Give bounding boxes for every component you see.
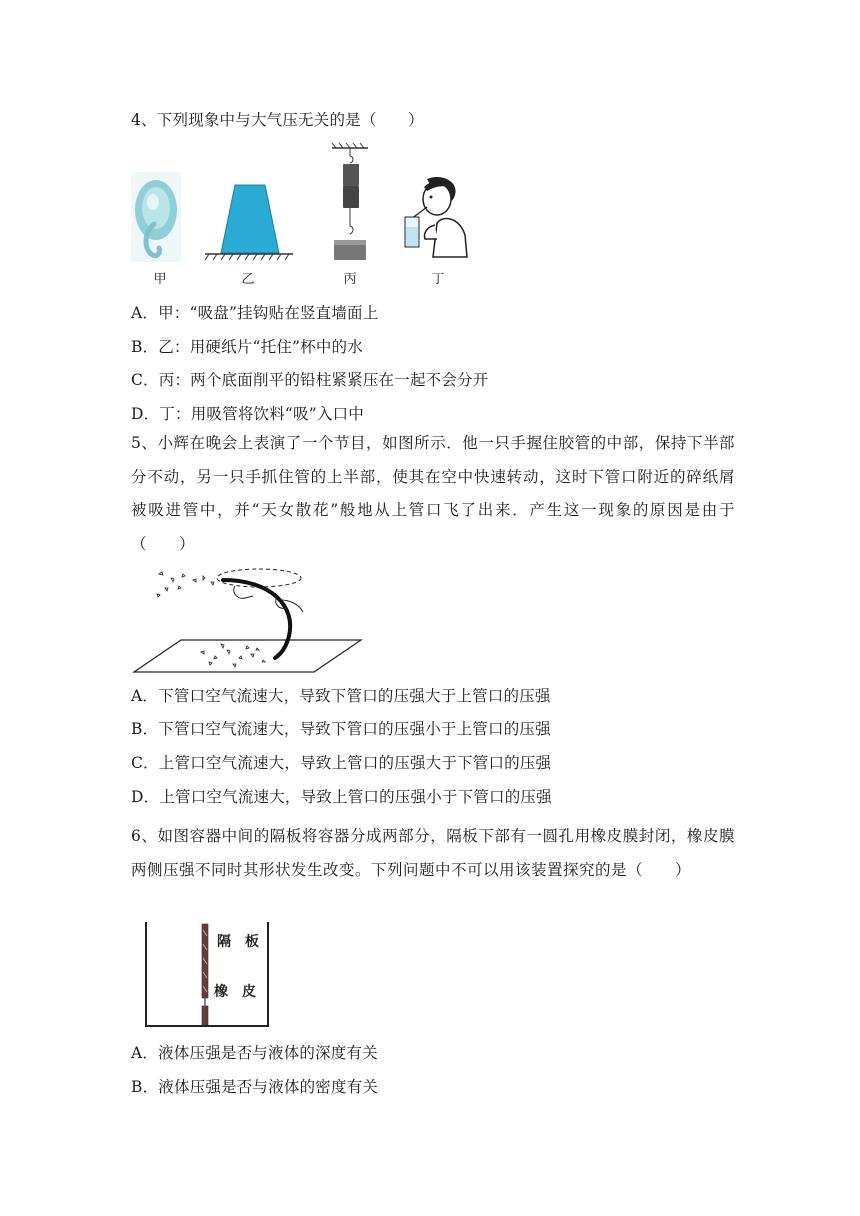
- q4-option-d: D．丁：用吸管将饮料“吸”入口中: [131, 405, 364, 423]
- q4-option-c: C．丙：两个底面削平的铅柱紧紧压在一起不会分开: [131, 371, 489, 389]
- caption-ding: 丁: [431, 272, 445, 287]
- suction-cup-image: [131, 172, 181, 262]
- q6-option-a: A．液体压强是否与液体的深度有关: [131, 1044, 378, 1062]
- caption-bing: 丙: [343, 272, 357, 287]
- q5-option-d: D．上管口空气流速大，导致上管口的压强小于下管口的压强: [131, 788, 552, 806]
- q5-option-b: B．下管口空气流速大，导致下管口的压强小于上管口的压强: [131, 720, 551, 738]
- container-partition-image: [141, 920, 273, 1030]
- rubber-membrane-label: 橡 皮: [214, 984, 256, 1000]
- question-6-stem: 6、如图容器中间的隔板将容器分成两部分，隔板下部有一圆孔用橡皮膜封闭，橡皮膜两侧压强不同时其形状发生改变。下列问题中不可以用该装置探究的是（ ）: [131, 827, 735, 879]
- question-4-stem: 4、下列现象中与大气压无关的是（ ）: [131, 111, 424, 129]
- q6-option-b: B．液体压强是否与液体的密度有关: [131, 1078, 379, 1096]
- lead-cylinders-image: [328, 142, 372, 264]
- question-5-stem: 5、小辉在晚会上表演了一个节目，如图所示．他一只手握住胶管的中部，保持下半部分不动，另一只手抓住管的上半部，使其在空中快速转动，这时下管口附近的碎纸屑被吸进管中，并“天女散花”般地从上管口飞了出来．产生这一现象的原因是由于（ ）: [131, 434, 735, 553]
- trapezoid-cup-image: [203, 183, 295, 261]
- q4-option-a: A．甲：“吸盘”挂钩贴在竖直墙面上: [131, 304, 379, 322]
- q5-option-c: C．上管口空气流速大，导致上管口的压强大于下管口的压强: [131, 754, 552, 772]
- caption-jia: 甲: [153, 272, 167, 287]
- partition-label: 隔 板: [217, 934, 259, 950]
- boy-drinking-image: [397, 175, 469, 259]
- q4-option-b: B．乙：用硬纸片“托住”杯中的水: [131, 338, 363, 356]
- caption-yi: 乙: [241, 272, 255, 287]
- q5-option-a: A．下管口空气流速大，导致下管口的压强大于上管口的压强: [131, 687, 551, 705]
- hose-experiment-image: [131, 566, 366, 676]
